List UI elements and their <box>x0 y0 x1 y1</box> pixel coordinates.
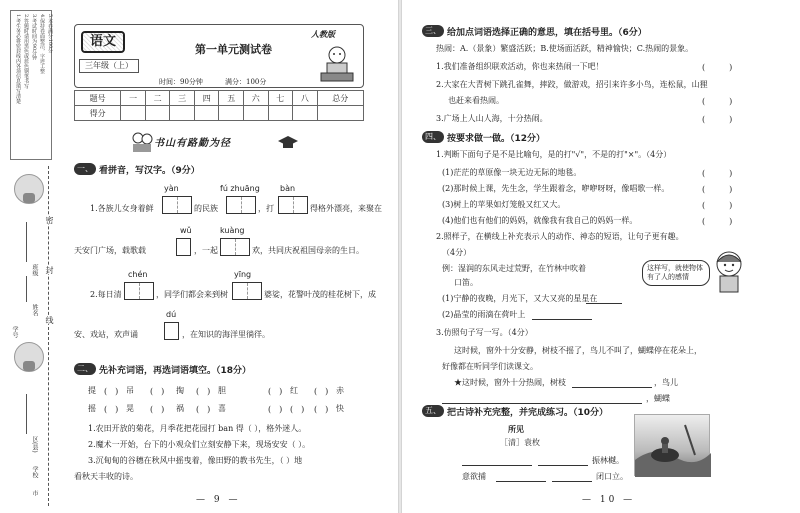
instruction: 4.保持卷面整洁，字迹工整 <box>39 14 45 74</box>
question-text: (1)宁静的夜晚，月光下，又大又亮的星星在 <box>442 294 598 303</box>
score-input-cell[interactable] <box>145 106 170 121</box>
poem-title: 所见 <box>508 424 524 434</box>
section-number: 四、 <box>422 131 444 143</box>
instruction: 1.考生务必将密封线内各项信息填写清楚 <box>15 14 21 104</box>
word-char: 掏 <box>176 386 184 395</box>
score-table-cell: 八 <box>293 91 318 106</box>
section-5-head <box>422 404 608 418</box>
score-table-cell: 四 <box>194 91 219 106</box>
score-input-cell[interactable] <box>268 106 293 121</box>
hanzi-box[interactable] <box>220 238 250 256</box>
example-text: 这时候，窗外十分安静，树枝不摇了，鸟儿不叫了，蝴蝶停在花朵上， <box>454 346 702 355</box>
blank-paren[interactable]: ( ) <box>314 405 329 414</box>
binding-strip <box>4 6 58 506</box>
question-text: 1.农田开放的菊花，月季花把花园打 ban 得（ ），格外迷人。 <box>88 424 307 433</box>
score-input-cell[interactable] <box>317 106 363 121</box>
score-table-cell: 一 <box>121 91 146 106</box>
word-char: 红 <box>290 386 298 395</box>
name-label: 姓名 <box>31 304 38 316</box>
hanzi-box[interactable] <box>278 196 308 214</box>
question-text: (3)树上的苹果如灯笼般又红又大。 <box>442 200 566 209</box>
left-page <box>0 0 398 513</box>
question-text: (2)那时候上课，先生念，学生跟着念，咿咿呀呀，像唱歌一样。 <box>442 184 670 193</box>
score-input-cell[interactable] <box>170 106 195 121</box>
question-text: 1.我们准备组织联欢活动，你也来热闹一下吧！ <box>436 62 604 71</box>
school-label: 学校 <box>31 466 38 478</box>
pinyin: bàn <box>280 184 296 193</box>
section-3-head <box>422 24 647 38</box>
example-text: 口笛。 <box>454 278 478 287</box>
blank-paren[interactable]: ( ) <box>104 387 119 396</box>
question-text: ，蝴蝶 <box>646 394 670 403</box>
score-table-cell: 六 <box>244 91 269 106</box>
score-input-cell[interactable] <box>244 106 269 121</box>
district-label: 区(县) <box>31 436 38 453</box>
answer-paren[interactable]: ( ) <box>702 201 733 210</box>
section-title: 先补充词语，再选词语填空。（18分） <box>99 365 252 376</box>
answer-line[interactable] <box>572 378 652 388</box>
kids-icon <box>130 130 154 154</box>
student-figure-icon <box>14 342 44 372</box>
word-char: 吊 <box>126 386 134 395</box>
question-text: 1.判断下面句子是不是比喻句，是的打"√"，不是的打"×"。（4分） <box>436 150 672 159</box>
motto-banner <box>130 130 300 154</box>
score-table-cell: 总分 <box>317 91 363 106</box>
question-text: (4)他们也有他们的妈妈，就像我有我自己的妈妈一样。 <box>442 216 638 225</box>
answer-line[interactable] <box>442 394 642 404</box>
instructions-box <box>10 10 52 160</box>
blank-paren[interactable]: ( ) <box>290 405 305 414</box>
section-title: 给加点词语选择正确的意思，填在括号里。（6分） <box>447 27 647 38</box>
word-char: 喜 <box>218 404 226 413</box>
poem-line: 振林樾。 <box>592 456 624 465</box>
question-text: (2)晶莹的雨滴在荷叶上 <box>442 310 526 319</box>
question-text: (1)茫茫的草原像一块无边无际的地毯。 <box>442 168 582 177</box>
school-no-label: 学号 <box>11 326 18 338</box>
score-info: 满分：100分 <box>225 78 267 86</box>
page-number: — 10 — <box>582 495 636 505</box>
section-number: 一、 <box>74 163 96 175</box>
page-number: — 9 — <box>196 495 241 505</box>
herd-boy-on-ox-icon <box>635 415 711 477</box>
sentence-text: 1.各族儿女身着鲜 <box>90 204 154 213</box>
edition-label: 人教版 <box>311 30 335 39</box>
field-line <box>26 394 27 434</box>
answer-paren[interactable]: ( ) <box>702 185 733 194</box>
score-table-cell: 题号 <box>75 91 121 106</box>
question-text: （4分） <box>442 248 472 257</box>
word-char: 快 <box>336 404 344 413</box>
question-text: ，鸟儿 <box>654 378 678 387</box>
blank-paren[interactable]: ( ) <box>150 387 165 396</box>
blank-paren[interactable]: ( ) <box>268 405 283 414</box>
field-line <box>26 222 27 262</box>
question-text: ★这时候，窗外十分热闹，树枝 <box>454 378 566 387</box>
pinyin: fú zhuāng <box>220 184 260 193</box>
question-text: 看秋天丰收的诗。 <box>74 472 138 481</box>
class-label: 班级 <box>31 264 38 276</box>
pinyin: chén <box>128 270 148 279</box>
answer-line[interactable] <box>586 294 622 304</box>
answer-paren[interactable]: ( ) <box>702 217 733 226</box>
question-text: 3.沉甸甸的谷穗在秋风中摇曳着，像田野的教书先生，（ ）地 <box>88 456 303 465</box>
score-table <box>74 90 364 121</box>
seal-mark-xian: 线 <box>45 316 54 324</box>
instruction: 5.本卷满分100分 <box>47 14 53 54</box>
student-figure-icon <box>14 174 44 204</box>
section-4-head <box>422 130 545 144</box>
question-text: 2.大家在大青树下跳孔雀舞，摔跤，做游戏，招引来许多小鸟，连松鼠，山狸 <box>436 80 708 89</box>
hanzi-box[interactable] <box>176 238 191 256</box>
answer-line[interactable] <box>532 310 592 320</box>
motto-text: 书山有路勤为径 <box>154 138 231 149</box>
test-header <box>74 24 364 88</box>
sentence-text: ，同学们都会来到树 <box>156 290 228 299</box>
instruction: 3.考试时间为90分钟 <box>31 14 37 61</box>
test-title: 第一单元测试卷 <box>195 43 272 56</box>
word-char: 祸 <box>176 404 184 413</box>
blank-paren[interactable]: ( ) <box>196 387 211 396</box>
score-input-cell[interactable] <box>194 106 219 121</box>
poem-blank[interactable] <box>496 472 546 482</box>
pinyin: yàn <box>164 184 179 193</box>
seal-mark-feng: 封 <box>45 266 54 274</box>
field-line <box>26 276 27 302</box>
section-number: 五、 <box>422 405 444 417</box>
sentence-text: ，打 <box>258 204 274 213</box>
question-text: 3.广场上人山人海，十分热闹。 <box>436 114 548 123</box>
sentence-text: ，一起 <box>194 246 218 255</box>
blank-paren[interactable]: ( ) <box>196 405 211 414</box>
grade-label: 三年级（上） <box>79 59 139 73</box>
section-1-head <box>74 162 200 176</box>
word-char: 摇 <box>88 404 96 413</box>
score-input-cell[interactable] <box>293 106 318 121</box>
time-info: 时间：90分钟 <box>159 78 203 86</box>
instruction: 2.答题时请用黑色或蓝色钢笔书写 <box>23 14 29 89</box>
poem-blank[interactable] <box>552 472 592 482</box>
hanzi-box[interactable] <box>124 282 154 300</box>
blank-paren[interactable]: ( ) <box>104 405 119 414</box>
definition-text: 热闹：A.（景象）繁盛活跃；B.使场面活跃，精神愉快；C.热闹的景象。 <box>436 44 694 53</box>
answer-paren[interactable]: ( ) <box>702 97 733 106</box>
answer-paren[interactable]: ( ) <box>702 115 733 124</box>
hanzi-box[interactable] <box>162 196 192 214</box>
question-text: 3.仿照句子写一写。（4分） <box>436 328 533 337</box>
pinyin: yīng <box>234 270 252 279</box>
blank-paren[interactable]: ( ) <box>150 405 165 414</box>
sentence-text: 安、戏站，欢声诵 <box>74 330 138 339</box>
mascot-icon <box>319 43 355 83</box>
hanzi-box[interactable] <box>164 322 179 340</box>
sentence-text: ，在知识的海洋里徜徉。 <box>182 330 270 339</box>
poem-line: 意欲捕 <box>462 472 486 481</box>
word-char: 提 <box>88 386 96 395</box>
blank-paren[interactable]: ( ) <box>268 387 283 396</box>
section-title: 按要求做一做。（12分） <box>447 133 546 144</box>
answer-paren[interactable]: ( ) <box>702 169 733 178</box>
poem-line: 闭口立。 <box>596 472 628 481</box>
score-table-cell: 五 <box>219 91 244 106</box>
score-table-cell: 三 <box>170 91 195 106</box>
score-table-cell: 七 <box>268 91 293 106</box>
question-text: 也赶来看热闹。 <box>448 96 504 105</box>
sentence-text: 得格外漂亮，来聚在 <box>310 204 382 213</box>
pinyin: wǔ <box>180 226 192 235</box>
score-input-cell[interactable] <box>121 106 146 121</box>
seal-mark-mi: 密 <box>45 216 54 224</box>
hanzi-box[interactable] <box>232 282 262 300</box>
score-table-cell: 得分 <box>75 106 121 121</box>
question-text: 2.照样子，在横线上补充表示人的动作、神态的短语，让句子更有趣。 <box>436 232 684 241</box>
poem-author: ［清］袁枚 <box>500 438 540 447</box>
city-label: 市 <box>31 490 38 496</box>
blank-paren[interactable]: ( ) <box>314 387 329 396</box>
subject-badge: 语文 <box>81 31 125 53</box>
hanzi-box[interactable] <box>226 196 256 214</box>
sentence-text: 欢，共同庆祝祖国母亲的生日。 <box>252 246 364 255</box>
section-title: 把古诗补充完整，并完成练习。（10分） <box>447 407 609 418</box>
question-text: 2.魔术一开始，台下的小观众们立刻安静下来，现场安安（ ）。 <box>88 440 311 449</box>
girl-illustration-icon <box>710 248 748 294</box>
sentence-text: 2.每日清 <box>90 290 122 299</box>
poem-blank[interactable] <box>462 456 532 466</box>
pinyin: dú <box>166 310 177 319</box>
score-input-cell[interactable] <box>219 106 244 121</box>
answer-paren[interactable]: ( ) <box>702 63 733 72</box>
poem-illustration <box>634 414 710 476</box>
hint-bubble: 这样写，就使物体有了人的感情 <box>642 260 710 286</box>
sentence-text: 天安门广场，载歌载 <box>74 246 146 255</box>
example-text: 例：湿润的东风走过荒野，在竹林中吹着 <box>442 264 586 273</box>
right-page <box>402 0 800 513</box>
sentence-text: 婆娑，花警叶茂的桂花树下，成 <box>264 290 376 299</box>
section-number: 三、 <box>422 25 444 37</box>
poem-blank[interactable] <box>538 456 588 466</box>
section-number: 二、 <box>74 363 96 375</box>
word-char: 赤 <box>336 386 344 395</box>
example-text: 好像都在听同学们读课文。 <box>442 362 538 371</box>
score-table-cell: 二 <box>145 91 170 106</box>
grad-cap-icon <box>278 136 298 150</box>
section-2-head <box>74 362 251 376</box>
word-char: 胆 <box>218 386 226 395</box>
section-title: 看拼音，写汉字。（9分） <box>99 165 200 176</box>
word-char: 晃 <box>126 404 134 413</box>
pinyin: kuàng <box>220 226 245 235</box>
sentence-text: 的民族 <box>194 204 218 213</box>
